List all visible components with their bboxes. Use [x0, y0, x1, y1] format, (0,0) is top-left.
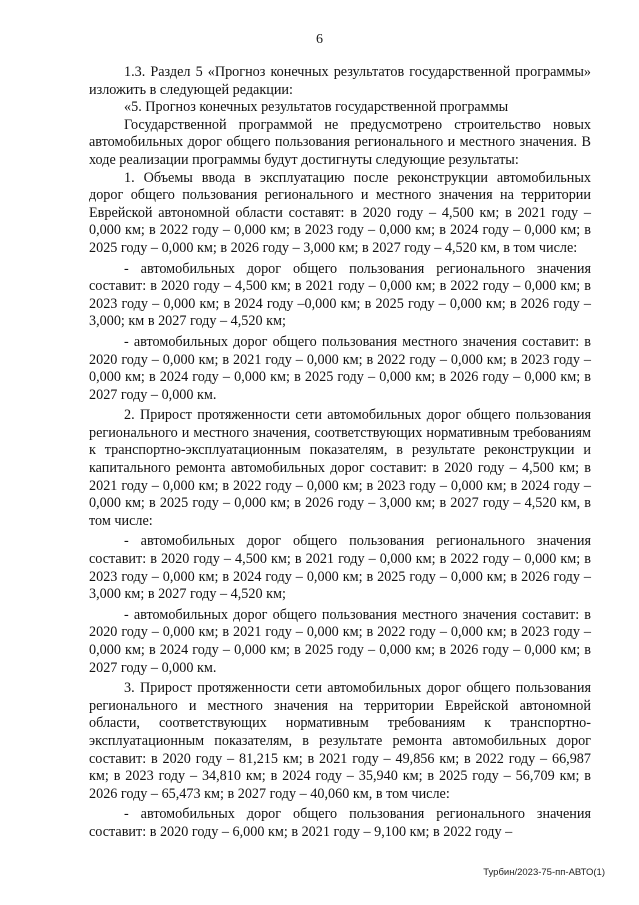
- paragraph-item-2-local: - автомобильных дорог общего пользования местного значения составит: в 2020 году – 0,000 км; в 2021 году – 0,000 км; в 2022 году – 0,000 км; в 2023 году – 0,000 км; в 2024 году – 0,000 км; в 2025 году – 0,000 км; в 2026 году – 0,000 км; в 2027 году – 0,000 км.: [89, 606, 591, 676]
- paragraph-overview: Государственной программой не предусмотрено строительство новых автомобильных дорог общего пользования регионального и местного значения. В ходе реализации программы будут достигнуты следующие результаты:: [89, 116, 591, 168]
- page-number: 6: [316, 32, 323, 47]
- paragraph-item-2-regional: - автомобильных дорог общего пользования регионального значения составит: в 2020 году – 4,500 км; в 2021 году – 0,000 км; в 2022 году – 0,000 км; в 2023 году – 0,000 км; в 2024 году – 0,000 км; в 2025 году – 0,000 км; в 2026 году – 3,000 км; в 2027 году – 4,520 км;: [89, 533, 591, 603]
- footer-code: Турбин/2023-75-пп-АВТО(1): [483, 867, 605, 878]
- paragraph-item-1: 1. Объемы ввода в эксплуатацию после реконструкции автомобильных дорог общего пользования регионального и местного значения на территории Еврейской автономной области составят: в 2020 году – 4,500 км; в 2021 году – 0,000 км; в 2022 году – 0,000 км; в 2023 году – 0,000 км; в 2024 году – 0,000 км; в 2025 году – 0,000 км; в 2026 году – 3,000 км; в 2027 году – 4,520 км, в том числе:: [89, 169, 591, 256]
- paragraph-item-1-local: - автомобильных дорог общего пользования местного значения составит: в 2020 году – 0,000 км; в 2021 году – 0,000 км; в 2022 году – 0,000 км; в 2023 году – 0,000 км; в 2024 году – 0,000 км; в 2025 году – 0,000 км; в 2026 году – 0,000 км; в 2027 году – 0,000 км.: [89, 333, 591, 403]
- paragraph-section-intro: 1.3. Раздел 5 «Прогноз конечных результатов государственной программы» изложить в следующей редакции:: [89, 64, 591, 98]
- document-body: [89, 64, 591, 842]
- paragraph-item-3: 3. Прирост протяженности сети автомобильных дорог общего пользования регионального и местного значения на территории Еврейской автономной области, соответствующих нормативным требованиям к транспортно-эксплуатационным показателям, в результате ремонта автомобильных дорог составит: в 2020 году – 81,215 км; в 2021 году – 49,856 км; в 2022 году – 66,987 км; в 2023 году – 34,810 км; в 2024 году – 35,940 км; в 2025 году – 56,709 км; в 2026 году – 65,473 км; в 2027 году – 40,060 км, в том числе:: [89, 680, 591, 802]
- paragraph-item-3-regional: - автомобильных дорог общего пользования регионального значения составит: в 2020 году – 6,000 км; в 2021 году – 9,100 км; в 2022 году –: [89, 806, 591, 840]
- paragraph-item-1-regional: - автомобильных дорог общего пользования регионального значения составит: в 2020 году – 4,500 км; в 2021 году – 0,000 км; в 2022 году – 0,000 км; в 2023 году – 0,000 км; в 2024 году –0,000 км; в 2025 году – 0,000 км; в 2026 году – 3,000; км в 2027 году – 4,520 км;: [89, 260, 591, 330]
- paragraph-item-2: 2. Прирост протяженности сети автомобильных дорог общего пользования регионального и местного значения, соответствующих нормативным требованиям к транспортно-эксплуатационным показателям, в результате реконструкции и капитального ремонта автомобильных дорог составит: в 2020 году – 4,500 км; в 2021 году – 0,000 км; в 2022 году – 0,000 км; в 2023 году – 0,000 км; в 2024 году – 0,000 км; в 2025 году – 0,000 км; в 2026 году – 3,000 км; в 2027 году – 4,520 км, в том числе:: [89, 407, 591, 529]
- paragraph-section-title: «5. Прогноз конечных результатов государственной программы: [124, 99, 509, 116]
